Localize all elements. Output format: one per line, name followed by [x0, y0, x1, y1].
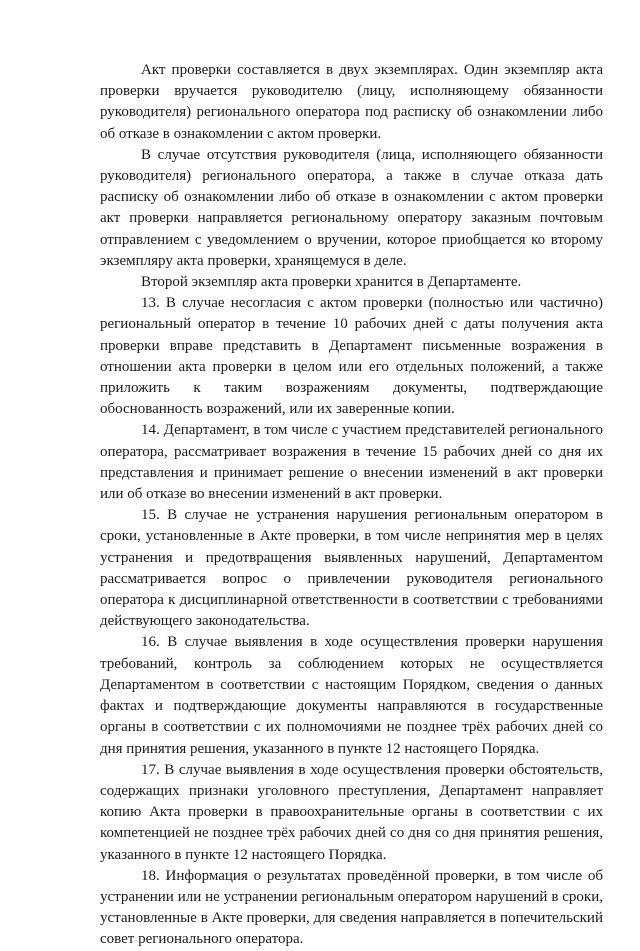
paragraph-item-16: 16. В случае выявления в ходе осуществления проверки нарушения требований, контроль за соблюдением которых не осуществляется Департаментом в соответствии с настоящим Порядком, сведения о данных фактах и подтверждающие документы направляются в государственные органы в соответствии с их полномочиями не позднее трёх рабочих дней со дня принятия решения, указанного в пункте 12 настоящего Порядка.	[100, 634, 603, 757]
paragraph-item-18: 18. Информация о результатах проведённой проверки, в том числе об устранении или не устранении региональным оператором нарушений в сроки, установленные в Акте проверки, для сведения направляется в попечительский совет регионального оператора.	[100, 867, 603, 948]
paragraph-item-17: 17. В случае выявления в ходе осуществления проверки обстоятельств, содержащих признаки уголовного преступления, Департамент направляет копию Акта проверки в правоохранительные органы в соответствии с их компетенцией не позднее трёх рабочих дней со дня со дня принятия решения, указанного в пункте 12 настоящего Порядка.	[100, 761, 603, 863]
paragraph-item-13: 13. В случае несогласия с актом проверки (полностью или частично) региональный оператор в течение 10 рабочих дней с даты получения акта проверки вправе представить в Департамент письменные возражения в отношении акта проверки в целом или его отдельных положений, а также приложить к таким возражениям документы, подтверждающие обоснованность возражений, или их заверенные копии.	[100, 295, 603, 418]
paragraph-act-copies: Акт проверки составляется в двух экземплярах. Один экземпляр акта проверки вручается руководителю (лицу, исполняющему обязанности руководителя) регионального оператора под расписку об ознакомлении либо об отказе в ознакомлении с актом проверки.	[100, 62, 603, 142]
paragraph-item-15: 15. В случае не устранения нарушения региональным оператором в сроки, установленные в Акте проверки, в том числе непринятия мер в целях устранения и предотвращения выявленных нарушений, Департаментом рассматривается вопрос о привлечении руководителя регионального оператора к дисциплинарной ответственности в соответствии с требованиями действующего законодательства.	[100, 507, 603, 630]
paragraph-item-14: 14. Департамент, в том числе с участием представителей регионального оператора, рассматривает возражения в течение 15 рабочих дней со дня их представления и принимает решение о внесении изменений в акт проверки или об отказе во внесении изменений в акт проверки.	[100, 422, 603, 503]
paragraph-absence-of-head: В случае отсутствия руководителя (лица, исполняющего обязанности руководителя) регионального оператора, а также в случае отказа дать расписку об ознакомлении либо об отказе в ознакомлении с актом проверки акт проверки направляется региональному оператору заказным почтовым отправлением с уведомлением о вручении, которое приобщается ко второму экземпляру акта проверки, хранящемуся в деле.	[100, 146, 603, 269]
paragraph-second-copy: Второй экземпляр акта проверки хранится в Департаменте.	[141, 274, 522, 291]
document-page	[100, 60, 603, 951]
